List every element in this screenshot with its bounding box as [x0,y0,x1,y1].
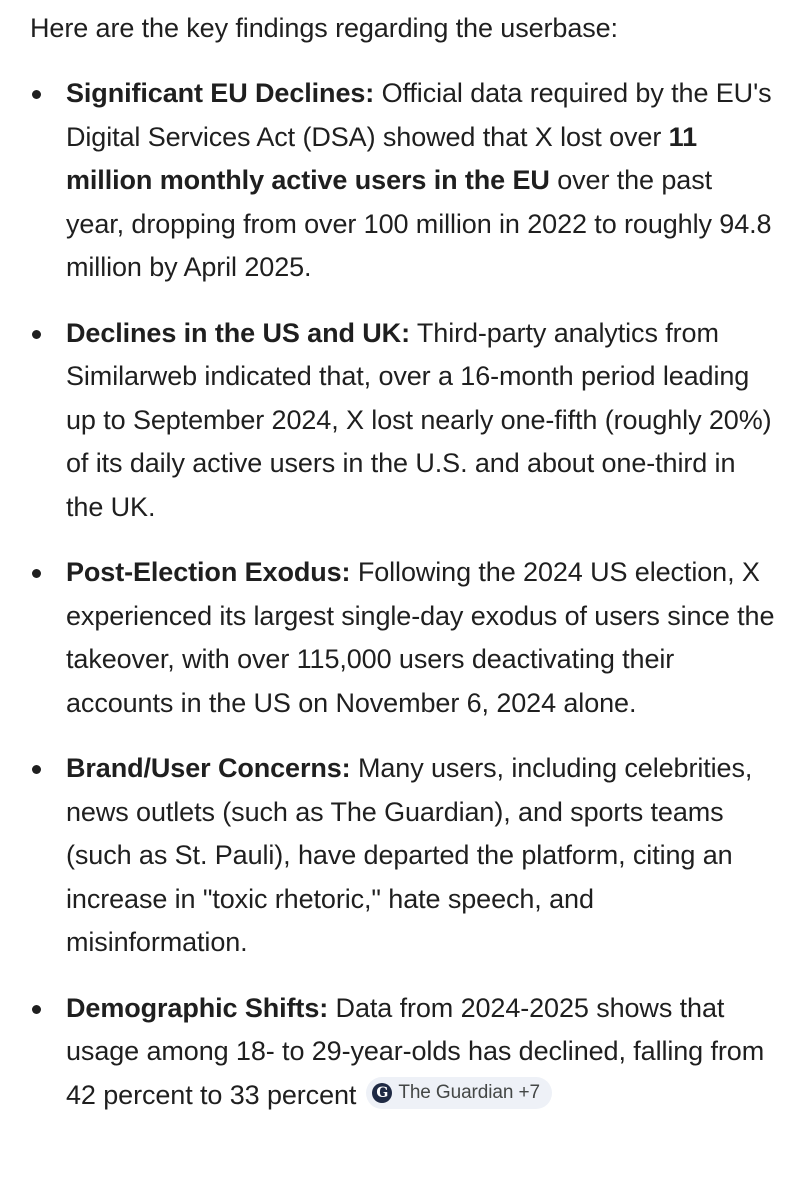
finding-text: Third-party analytics from Similarweb indicated that, over a 16-month period leading up to September 2024, X lost nearly one-fifth (roughly 20%) of its daily active users in the U.S. and about one-third in the UK. [66,317,772,522]
bullet-icon [32,765,41,774]
finding-demographic-shifts [30,987,775,1118]
source-chip-label: The Guardian +7 [398,1082,540,1104]
bullet-icon [32,330,41,339]
guardian-logo-icon: G [372,1083,392,1103]
finding-us-uk-declines [30,312,775,530]
bullet-icon [32,90,41,99]
finding-highlight: 11 million monthly active users in the EU [66,121,697,195]
intro-text: Here are the key findings regarding the userbase: [30,13,618,43]
source-chip-button[interactable] [366,1077,552,1109]
finding-text: Official data required by the EU's Digital Services Act (DSA) showed that X lost over [66,78,772,152]
finding-post-election-exodus [30,551,775,725]
finding-eu-declines [30,72,775,290]
finding-title: Declines in the US and UK: [66,317,410,348]
finding-title: Significant EU Declines: [66,78,375,108]
finding-brand-user-concerns [30,747,775,965]
finding-text: over the past year, dropping from over 100 million in 2022 to roughly 94.8 million by April 2025. [66,165,772,282]
response-content [30,0,775,1139]
bullet-icon [32,569,41,578]
finding-title: Demographic Shifts: [66,992,329,1023]
finding-title: Post-Election Exodus: [66,557,351,587]
finding-text: Data from 2024-2025 shows that usage among 18- to 29-year-olds has declined, falling from 42 percent to 33 percent [66,992,765,1110]
finding-text: Following the 2024 US election, X experienced its largest single-day exodus of users since the takeover, with over 115,000 users deactivating their accounts in the US on November 6, 2024 alone. [66,557,775,718]
finding-text: Many users, including celebrities, news outlets (such as The Guardian), and sports teams (such as St. Pauli), have departed the platform, citing an increase in "toxic rhetoric," hate speech, and misinformation. [66,753,753,957]
bullet-icon [32,1005,41,1014]
finding-title: Brand/User Concerns: [66,753,351,783]
findings-list [30,72,775,1117]
